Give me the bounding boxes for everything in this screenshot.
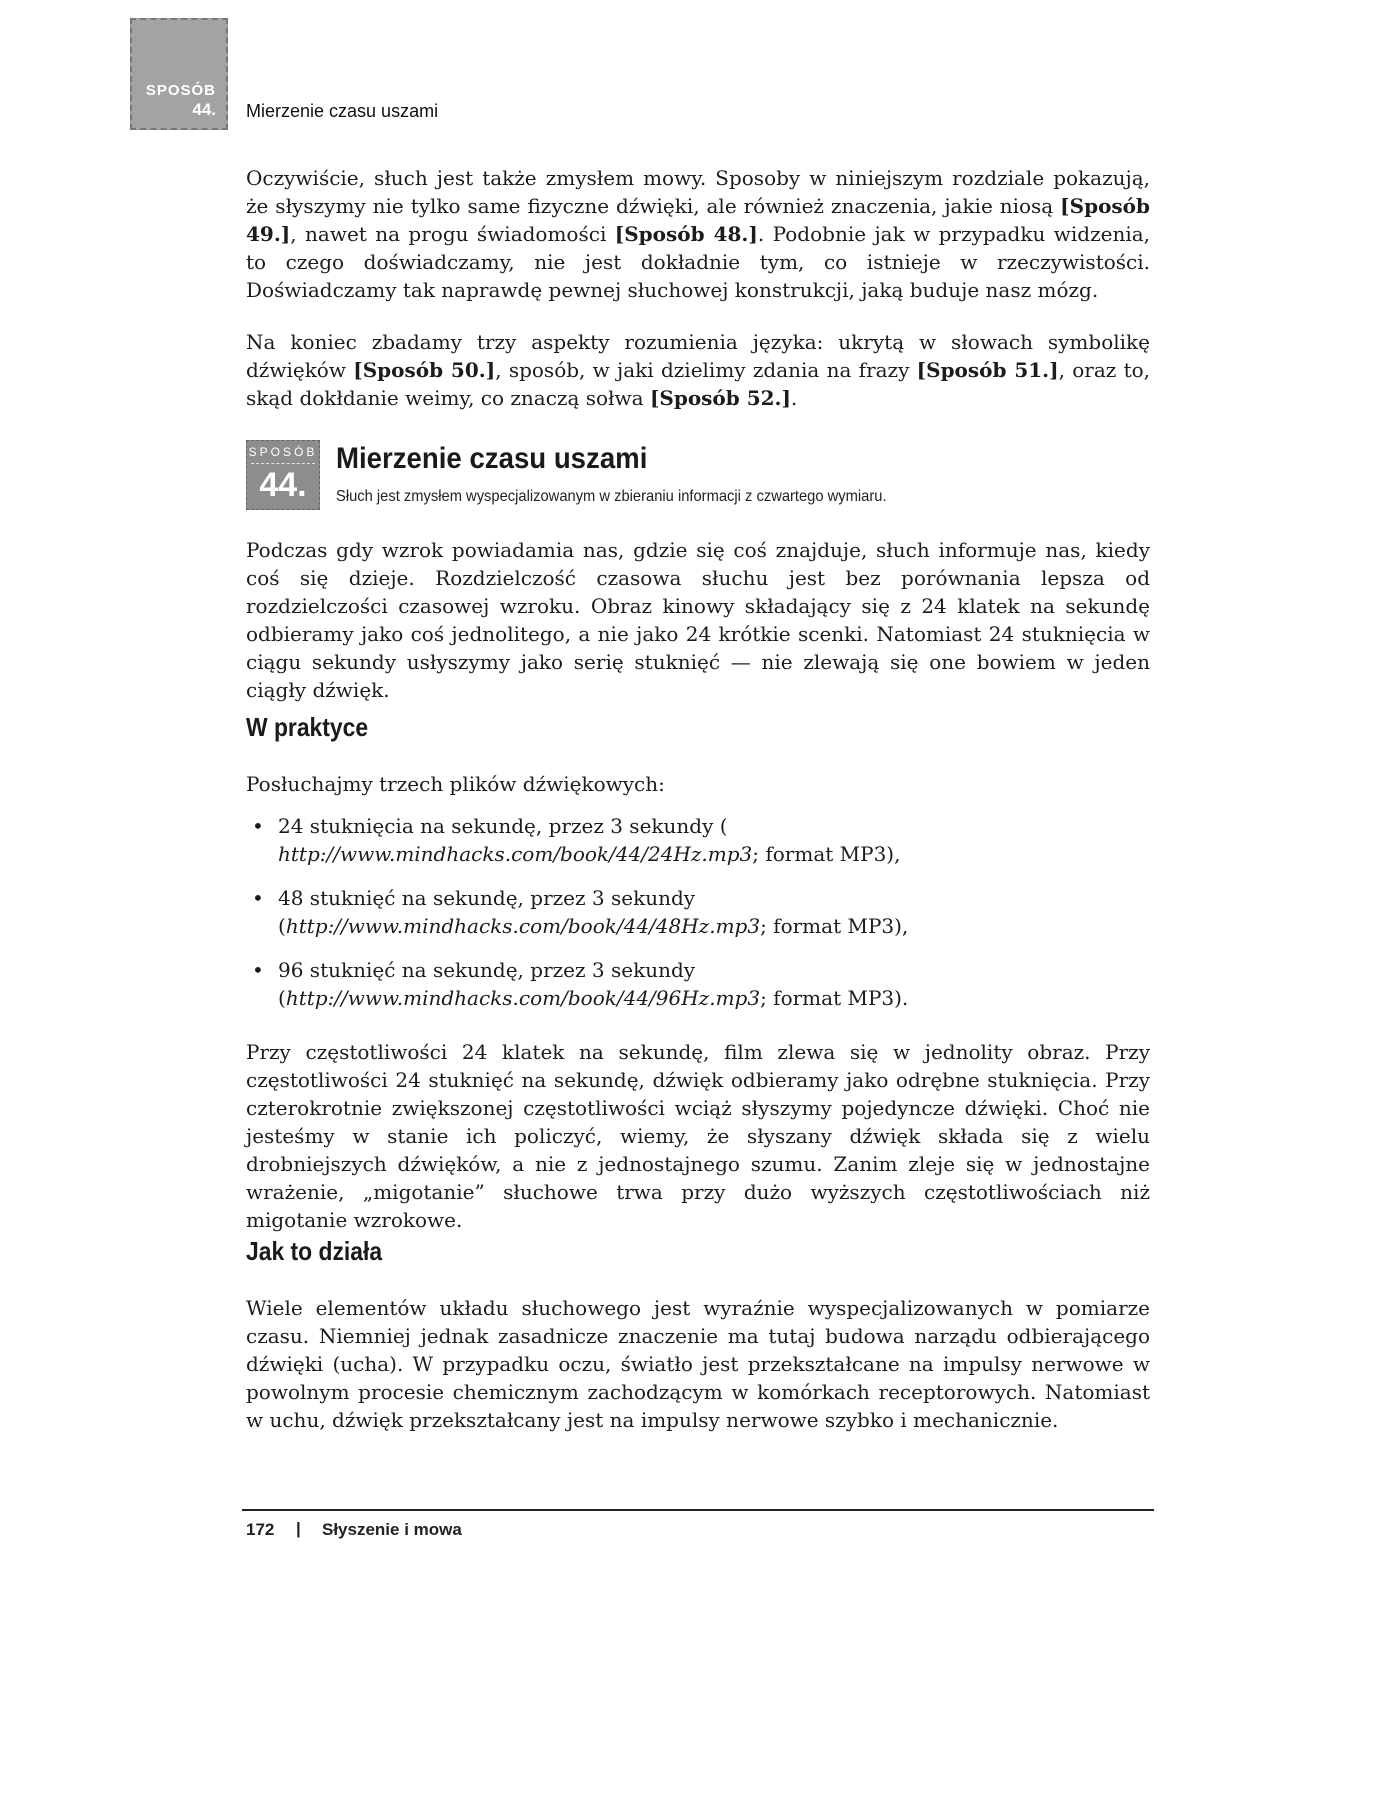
chapter-tab-label: SPOSÓB [145, 82, 216, 99]
hack-intro-paragraph: Podczas gdy wzrok powiadamia nas, gdzie się coś znajduje, słuch informuje nas, kiedy coś się dzieje. Rozdzielczość czasowa słuchu jest bez porównania lepsza od rozdzielczości czasowej wzroku. Obraz kinowy składający się z 24 klatek na sekundę odbieramy jako coś jednolitego, a nie jako 24 krótkie scenki. Natomiast 24 stuknięcia w ciągu sekundy usłyszymy jako serię stuknięć — nie zlewają się one bowiem w jeden ciągły dźwięk. [246, 538, 1150, 702]
page-number: 172 [246, 1520, 275, 1539]
running-header-title: Mierzenie czasu uszami [246, 101, 439, 121]
text-run: . [790, 386, 798, 410]
bullet-icon: • [252, 958, 264, 982]
hack-title: Mierzenie czasu uszami [336, 442, 648, 475]
hack-reference: [Sposób 48.] [614, 222, 758, 246]
text-run: . Podobnie jak w przypadku widzenia, to czego doświadczamy, nie jest dokładnie tym, co istnieje w rzeczywistości. Doświadczamy tak naprawdę pewnej słuchowej konstrukcji, jaką buduje nasz mózg. [246, 222, 1151, 302]
section-heading-how-it-works: Jak to działa [246, 1236, 383, 1266]
text-run: Oczywiście, słuch jest także zmysłem mowy. Sposoby w niniejszym rozdziale pokazują, że słyszymy nie tylko same fizyczne dźwięki, ale również znaczenia, jakie niosą [246, 166, 1150, 218]
hack-subtitle: Słuch jest zmysłem wyspecjalizowanym w zbieraniu informacji z czwartego wymiaru. [336, 488, 887, 505]
chapter-tab [130, 18, 228, 130]
intro-paragraph-1 [246, 164, 1150, 304]
how-it-works-paragraph: Wiele elementów układu słuchowego jest wyraźnie wyspecjalizowanych w pomiarze czasu. Niemniej jednak zasadnicze znaczenie ma tutaj budowa narządu odbierającego dźwięki (ucha). W przypadku oczu, światło jest przekształcane na impulsy nerwowe w powolnym procesie chemicznym zachodzącym w komórkach receptorowych. Natomiast w uchu, dźwięk przekształcany jest na impulsy nerwowe szybko i mechanicznie. [246, 1296, 1150, 1432]
text-run: Na koniec zbadamy trzy aspekty rozumienia języka: ukrytą w słowach symbolikę dźwięków [246, 330, 1150, 382]
audio-file-link[interactable]: http://www.mindhacks.com/book/44/48Hz.mp3 [285, 914, 761, 938]
chapter-tab-number: 44. [192, 100, 216, 119]
list-item [246, 812, 1150, 868]
intro-paragraph-2 [246, 328, 1150, 412]
item-text-tail: ; format MP3), [752, 842, 901, 866]
footer-separator: | [296, 1519, 301, 1538]
item-text: 96 stuknięć na sekundę, przez 3 sekundy ( [278, 958, 696, 1010]
hack-reference: [Sposób 49.] [246, 194, 1150, 246]
text-run: , nawet na progu świadomości [290, 222, 615, 246]
bullet-icon: • [252, 886, 264, 910]
practice-lead: Posłuchajmy trzech plików dźwiękowych: [246, 772, 665, 796]
practice-paragraph: Przy częstotliwości 24 klatek na sekundę, film zlewa się w jednolity obraz. Przy częstotliwości 24 stuknięć na sekundę, dźwięk odbieramy jako odrębne stuknięcia. Przy czterokrotnie zwiększonej częstotliwości wciąż słyszymy pojedyncze dźwięki. Choć nie jesteśmy w stanie ich policzyć, wiemy, że słyszany dźwięk składa się z wielu drobniejszych dźwięków, a nie z jednostajnego szumu. Zanim zleje się w jednostajne wrażenie, „migotanie” słuchowe trwa przy dużo wyższych częstotliwościach niż migotanie wzrokowe. [246, 1040, 1150, 1232]
section-heading-practice: W praktyce [246, 712, 369, 742]
audio-file-link[interactable]: http://www.mindhacks.com/book/44/24Hz.mp3 [278, 842, 753, 866]
hack-badge [246, 440, 320, 510]
audio-files-list [246, 812, 1150, 1028]
chapter-name: Słyszenie i mowa [322, 1520, 462, 1539]
item-text: 24 stuknięcia na sekundę, przez 3 sekundy ( [278, 814, 728, 838]
hack-reference: [Sposób 52.] [649, 386, 791, 410]
hack-badge-label: SPOSÓB [248, 445, 318, 459]
item-text: 48 stuknięć na sekundę, przez 3 sekundy ( [278, 886, 696, 938]
hack-badge-divider [251, 463, 315, 464]
hack-reference: [Sposób 50.] [353, 358, 496, 382]
item-text-tail: ; format MP3), [760, 914, 909, 938]
list-item [246, 884, 1150, 940]
hack-reference: [Sposób 51.] [916, 358, 1059, 382]
audio-file-link[interactable]: http://www.mindhacks.com/book/44/96Hz.mp3 [285, 986, 761, 1010]
bullet-icon: • [252, 814, 264, 838]
list-item [246, 956, 1150, 1012]
item-text-tail: ; format MP3). [760, 986, 909, 1010]
hack-badge-number: 44. [259, 466, 307, 504]
text-run: , oraz to, skąd dokłdanie weimy, co znaczą sołwa [246, 358, 1150, 410]
footer-rule [242, 1509, 1154, 1511]
text-run: , sposób, w jaki dzielimy zdania na frazy [495, 358, 917, 382]
